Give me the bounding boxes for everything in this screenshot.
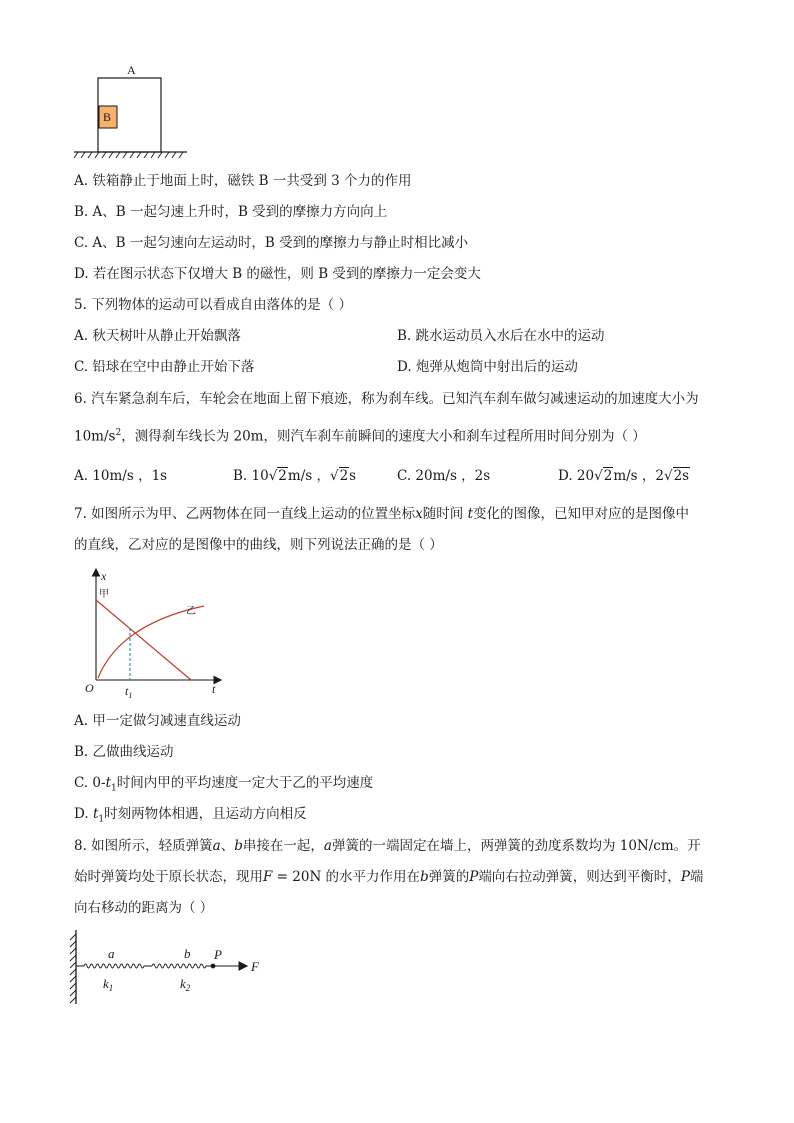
label-k2-k: k: [180, 976, 186, 991]
q5-stem: 5. 下列物体的运动可以看成自由落体的是（ ）: [74, 297, 352, 313]
q7-option-d-text: 时刻两物体相遇，且运动方向相反: [104, 806, 307, 822]
q6-option-b-unit: m/s ，: [287, 468, 330, 484]
q7-var-t: t: [467, 506, 474, 522]
spring-b: [152, 964, 212, 968]
label-k1-k: k: [103, 976, 109, 991]
q8-s1a: 8. 如图所示，轻质弹簧: [74, 838, 213, 854]
q7-stem-line2: 的直线，乙对应的是图像中的曲线，则下列说法正确的是（ ）: [74, 537, 443, 553]
wall-hatching: [70, 934, 76, 1003]
q6-option-b-radicand2: 2: [339, 468, 349, 484]
q8-s1b: 、: [220, 838, 235, 854]
q8-stem-line1: [74, 836, 701, 856]
line-jia: [96, 600, 191, 680]
q6-stem-line1: 6. 汽车紧急刹车后，车轮会在地面上留下痕迹，称为刹车线。已知汽车刹车做匀减速运动的加速度大小为: [74, 391, 699, 407]
q8-var-b2: b: [420, 869, 429, 885]
sqrt-symbol: √2s: [663, 468, 690, 484]
q8-s2b: = 20N 的水平力作用在: [272, 869, 421, 885]
q6-option-d-radicand: 2: [603, 468, 613, 484]
q8-stem-line2: [74, 867, 703, 887]
q4-option-c: C. A、B 一起匀速向左运动时，B 受到的摩擦力与静止时相比减小: [74, 235, 469, 251]
q5-option-d: D. 炮弹从炮筒中射出后的运动: [397, 359, 578, 375]
q4-option-d: D. 若在图示状态下仅增大 B 的磁性，则 B 受到的摩擦力一定会变大: [74, 266, 481, 282]
q7-option-c-text: 时间内甲的平均速度一定大于乙的平均速度: [116, 775, 374, 791]
q8-var-a: a: [212, 838, 221, 854]
q8-s2d: 端向右拉动弹簧，则达到平衡时，: [478, 869, 681, 885]
sqrt-symbol: √2: [329, 468, 349, 484]
point-p: [211, 964, 216, 969]
label-jia: 甲: [99, 589, 109, 600]
q6-option-d-radicand2: 2s: [673, 468, 690, 484]
spring-a: [76, 964, 152, 968]
q8-s2c: 弹簧的: [428, 869, 470, 885]
q4-option-b: B. A、B 一起匀速上升时，B 受到的摩擦力方向向上: [74, 204, 388, 220]
label-k2-sub: 2: [185, 983, 191, 993]
label-f: F: [251, 959, 259, 974]
axis-x-label: x: [101, 569, 107, 583]
q8-var-a2: a: [323, 838, 332, 854]
ground-hatching: [74, 152, 183, 158]
q7-option-c: [74, 773, 373, 799]
q7-option-d: [74, 804, 307, 830]
origin-label: O: [85, 681, 94, 695]
label-a: A: [127, 63, 136, 77]
label-k1: [103, 976, 113, 993]
q7-option-b: B. 乙做曲线运动: [74, 744, 174, 760]
q7-option-c-prefix: C. 0-: [74, 775, 106, 791]
q5-option-b: B. 跳水运动员入水后在水中的运动: [397, 328, 605, 344]
q7-var-x: x: [415, 506, 423, 522]
sqrt-symbol: √2: [268, 468, 287, 484]
q7-option-d-prefix: D.: [74, 806, 93, 822]
label-a: a: [108, 946, 115, 961]
q6-option-b-radicand: 2: [278, 468, 287, 484]
t1-label-sub: 1: [128, 691, 133, 700]
q4-option-a: A. 铁箱静止于地面上时，磁铁 B 一共受到 3 个力的作用: [74, 173, 412, 189]
q6-accel-value: 10m/s: [74, 428, 116, 445]
t1-label: [125, 684, 132, 700]
q7-option-c-t: t: [105, 775, 112, 791]
q8-s2e: 端: [689, 869, 704, 885]
label-p: P: [214, 947, 222, 962]
q8-s1c: 串接在一起，: [242, 838, 324, 854]
q8-var-F: F: [263, 869, 273, 885]
q5-option-c: C. 铅球在空中由静止开始下落: [74, 359, 255, 375]
q8-var-P2: P: [680, 869, 690, 885]
q7-option-a: A. 甲一定做匀减速直线运动: [74, 713, 241, 729]
q6-stem-line2-rest: ，测得刹车线长为 20m，则汽车刹车前瞬间的速度大小和刹车过程所用时间分别为（ ）: [121, 428, 646, 445]
axis-t-label: t: [212, 682, 216, 696]
t1-label-t: t: [125, 684, 129, 698]
q6-option-d-unit: m/s ，2: [613, 468, 664, 484]
q8-s2a: 始时弹簧均处于原长状态，现用: [74, 869, 263, 885]
q6-option-b-unit2: s: [349, 468, 357, 484]
q7-stem-part1: 7. 如图所示为甲、乙两物体在同一直线上运动的位置坐标: [74, 506, 416, 522]
q7-stem-line1: [74, 504, 689, 524]
label-b: b: [184, 946, 191, 961]
q6-option-c: C. 20m/s ，2s: [397, 468, 491, 484]
q6-stem-line2: [74, 423, 646, 447]
label-b: B: [103, 110, 112, 124]
q8-stem-line3: 向右移动的距离为（ ）: [74, 900, 214, 916]
figure-q4-box: [70, 60, 200, 160]
q6-option-d-prefix: D. 20: [558, 468, 595, 484]
q6-option-b: [233, 466, 356, 486]
q7-stem-part3: 变化的图像，已知甲对应的是图像中: [473, 506, 690, 522]
q6-option-d: [558, 466, 690, 486]
figure-q7-xt-graph: [80, 562, 230, 700]
label-k1-sub: 1: [108, 983, 114, 993]
q8-var-P: P: [469, 869, 479, 885]
label-k2: [180, 976, 191, 993]
label-yi: 乙: [186, 606, 196, 617]
q5-option-a: A. 秋天树叶从静止开始飘落: [74, 328, 241, 344]
q8-var-b: b: [234, 838, 243, 854]
q7-option-d-t: t: [92, 806, 99, 822]
q8-s1d: 弹簧的一端固定在墙上，两弹簧的劲度系数均为 10N/cm。开: [331, 838, 701, 854]
q7-stem-part2: 随时间: [422, 506, 464, 522]
q7-option-d-sub: 1: [98, 814, 105, 825]
figure-q8-springs: [66, 926, 276, 1008]
q7-option-c-sub: 1: [111, 783, 117, 794]
q6-accel-exponent: 2: [115, 428, 122, 438]
q6-option-b-prefix: B. 10: [233, 468, 269, 484]
sqrt-symbol: √2: [594, 468, 613, 484]
q6-option-a: A. 10m/s ，1s: [74, 468, 168, 484]
